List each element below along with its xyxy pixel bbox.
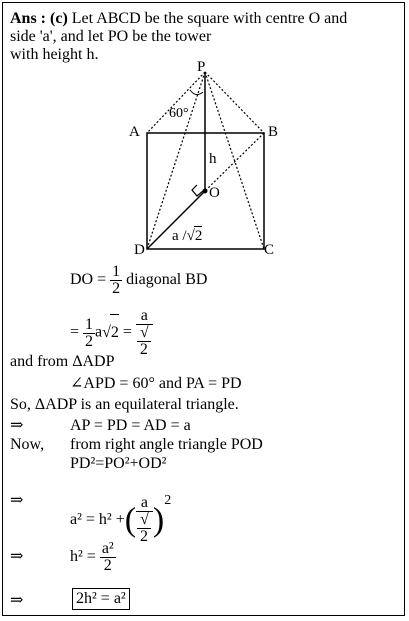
eq-do-2 bbox=[70, 308, 153, 358]
label-c: C bbox=[264, 242, 275, 258]
diag-label bbox=[172, 226, 202, 245]
eq2-root: 2 bbox=[110, 314, 119, 351]
eq3-frac bbox=[136, 495, 153, 545]
now-text: from right angle triangle POD bbox=[70, 436, 263, 453]
eq3-den bbox=[136, 512, 153, 545]
answer-label: Ans : (c) bbox=[10, 10, 68, 27]
eq3 bbox=[70, 480, 171, 545]
arrow-1: ⇒ bbox=[10, 417, 24, 434]
sqrt-icon: √ bbox=[186, 228, 195, 244]
label-b: B bbox=[268, 124, 279, 140]
eq3-num: a bbox=[136, 495, 153, 512]
angle-apd: ∠APD = 60° and PA = PD bbox=[70, 375, 242, 392]
eq2-num: 1 bbox=[85, 315, 94, 333]
from-adp: and from ΔADP bbox=[10, 353, 115, 370]
eq2-prefix: = bbox=[70, 323, 80, 341]
label-o: O bbox=[209, 185, 220, 201]
label-a: A bbox=[129, 124, 140, 140]
intro-text-1: Let ABCD be the square with centre O and bbox=[67, 10, 348, 27]
label-h: h bbox=[209, 151, 217, 167]
eq4-num: a² bbox=[101, 539, 114, 557]
eq4 bbox=[70, 538, 116, 576]
segment-pb bbox=[205, 72, 264, 133]
intro-line-2: side 'a', and let PO be the tower bbox=[10, 28, 212, 45]
eq-do-rhs: diagonal BD bbox=[126, 271, 208, 288]
eq3-lhs: a² = h² + bbox=[70, 511, 125, 528]
eq-do-num: 1 bbox=[112, 262, 121, 280]
now-label: Now, bbox=[10, 436, 45, 453]
eq2-den: 2 bbox=[85, 332, 94, 350]
diag-label-a: a / bbox=[172, 228, 187, 244]
label-d: D bbox=[134, 242, 145, 258]
so-line: So, ΔADP is an equilateral triangle. bbox=[10, 396, 239, 413]
label-p: P bbox=[197, 59, 206, 75]
eq-do-lhs: DO = bbox=[70, 271, 107, 288]
eq-do-fraction bbox=[110, 264, 122, 297]
eq3-root: 2 bbox=[137, 528, 151, 545]
eq2-eq: = bbox=[122, 323, 132, 341]
arrow-3: ⇒ bbox=[10, 548, 24, 565]
paren-open: ( bbox=[124, 501, 137, 539]
eq2-frac-root: 2 bbox=[137, 341, 151, 358]
final-answer-box: 2h² = a² bbox=[72, 588, 130, 610]
arrow-2: ⇒ bbox=[10, 492, 24, 509]
sqrt-icon: √ bbox=[139, 324, 149, 341]
sqrt-icon: √ bbox=[140, 511, 149, 529]
segment-pa bbox=[147, 72, 205, 133]
intro-line-3: with height h. bbox=[10, 46, 99, 63]
eq2-frac-num: a bbox=[136, 308, 153, 325]
eq4-frac bbox=[100, 541, 116, 574]
angle-label: 60° bbox=[169, 106, 189, 121]
point-o bbox=[203, 189, 208, 194]
eq-ap: AP = PD = AD = a bbox=[70, 417, 191, 434]
eq-do-den: 2 bbox=[112, 279, 121, 297]
eq2-half bbox=[83, 317, 95, 350]
pd-eq: PD²=PO²+OD² bbox=[70, 455, 167, 472]
eq4-den: 2 bbox=[103, 556, 112, 574]
segment-pd bbox=[147, 72, 205, 249]
eq4-lhs: h² = bbox=[70, 548, 96, 565]
arrow-4: ⇒ bbox=[10, 592, 24, 609]
sqrt-icon: √ bbox=[102, 323, 111, 341]
eq2-a: a bbox=[95, 323, 103, 341]
diag-label-root: 2 bbox=[194, 228, 203, 244]
eq2-frac bbox=[136, 308, 153, 358]
eq3-square: 2 bbox=[164, 493, 172, 508]
paren-close: ) bbox=[152, 501, 165, 539]
eq-do bbox=[70, 262, 207, 298]
eq2-frac-den bbox=[136, 325, 153, 358]
angle-arc bbox=[190, 90, 203, 95]
